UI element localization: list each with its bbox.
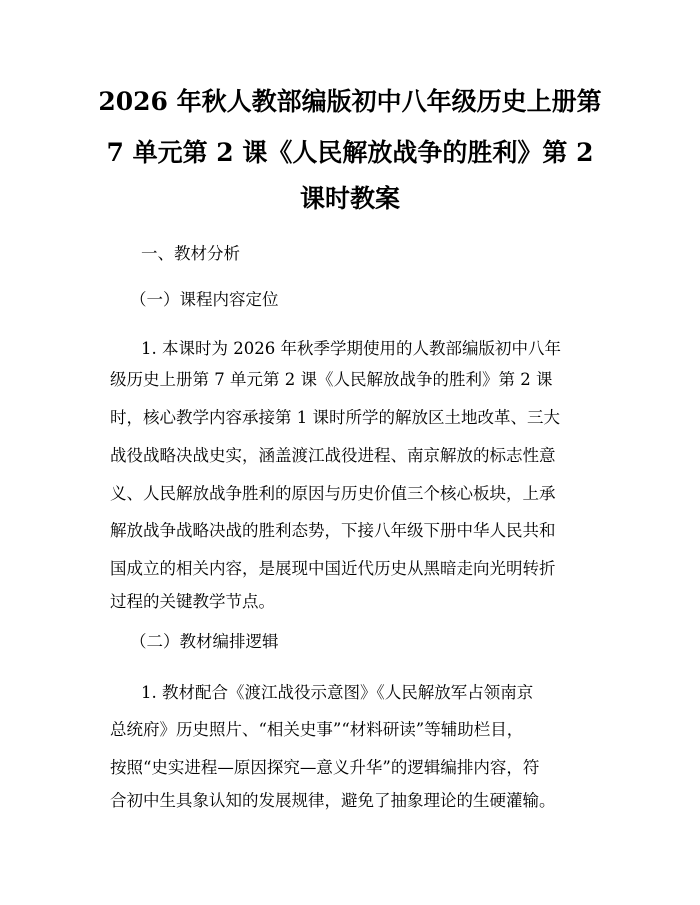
document-title-line-2: 7 单元第 2 课《人民解放战争的胜利》第 2 [106,138,594,167]
paragraph-2-line-3: 按照“史实进程—原因探究—意义升华”的逻辑编排内容，符 [110,758,540,777]
paragraph-1-line-8: 过程的关键教学节点。 [110,592,275,611]
subsection-heading-course-positioning: （一）课程内容定位 [130,290,279,309]
paragraph-1-line-1: 1. 本课时为 2026 年秋季学期使用的人教部编版初中八年 [141,339,561,358]
paragraph-1-line-6: 解放战争战略决战的胜利态势，下接八年级下册中华人民共和 [110,521,556,540]
paragraph-1-line-7: 国成立的相关内容，是展现中国近代历史从黑暗走向光明转折 [110,559,556,578]
document-title-line-1: 2026 年秋人教部编版初中八年级历史上册第 [98,87,602,116]
document-title-line-3: 课时教案 [299,184,400,213]
paragraph-2-line-4: 合初中生具象认知的发展规律，避免了抽象理论的生硬灌输。 [110,791,556,810]
paragraph-1-line-4: 战役战略决战史实，涵盖渡江战役进程、南京解放的标志性意 [110,446,556,465]
paragraph-1-line-5: 义、人民解放战争胜利的原因与历史价值三个核心板块，上承 [110,484,556,503]
subsection-heading-textbook-arrangement: （二）教材编排逻辑 [130,632,279,651]
paragraph-1-line-2: 级历史上册第 7 单元第 2 课《人民解放战争的胜利》第 2 课 [110,370,553,389]
paragraph-2-line-1: 1. 教材配合《渡江战役示意图》《人民解放军占领南京 [141,683,534,702]
paragraph-1-line-3: 时，核心教学内容承接第 1 课时所学的解放区土地改革、三大 [110,408,560,427]
section-heading-textbook-analysis: 一、教材分析 [141,244,240,263]
paragraph-2-line-2: 总统府》历史照片、“相关史事”“材料研读”等辅助栏目， [110,720,524,739]
